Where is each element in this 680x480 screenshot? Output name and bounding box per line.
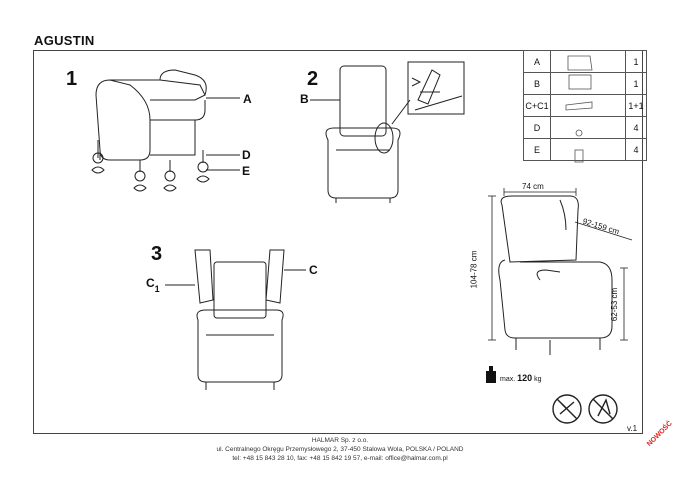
parts-row-c	[524, 95, 647, 117]
part-qty: 1	[626, 73, 647, 95]
step3-chair-illustration	[195, 250, 284, 390]
part-id: A	[524, 51, 551, 73]
step2-detail-inset	[408, 62, 464, 114]
part-id: E	[524, 139, 551, 161]
part-image	[551, 95, 626, 117]
parts-table	[523, 50, 647, 161]
part-id: C+C1	[524, 95, 551, 117]
label-c1	[146, 276, 160, 294]
label-c: C	[309, 263, 318, 277]
step1-chair-illustration	[96, 70, 206, 160]
label-c1-letter: C	[146, 276, 155, 290]
step-1-number: 1	[66, 68, 78, 90]
label-b: B	[300, 92, 309, 106]
part-image	[551, 139, 626, 161]
dimension-height: 104-78 cm	[469, 250, 479, 289]
footer-contact: tel: +48 15 843 28 10, fax: +48 15 842 19 57, e-mail: office@halmar.com.pl	[232, 455, 448, 462]
weight-icon	[486, 366, 496, 383]
footer-company: HALMAR Sp. z o.o.	[311, 437, 369, 444]
part-id: B	[524, 73, 551, 95]
max-load-prefix: max.	[500, 376, 516, 383]
dimension-width: 74 cm	[522, 182, 544, 191]
part-id: D	[524, 117, 551, 139]
max-load-value: 120	[517, 373, 533, 383]
label-c1-sub: 1	[154, 284, 160, 294]
part-image	[551, 117, 626, 139]
part-qty: 1+1	[626, 95, 647, 117]
parts-row-d	[524, 117, 647, 139]
label-a: A	[243, 92, 252, 106]
max-load-unit: kg	[534, 376, 542, 383]
footer-address: ul. Centralnego Okręgu Przemysłowego 2, 37-450 Stalowa Wola, POLSKA / POLAND	[216, 446, 464, 453]
step-2-number: 2	[307, 68, 319, 90]
part-qty: 4	[626, 139, 647, 161]
label-d: D	[242, 148, 251, 162]
part-qty: 4	[626, 117, 647, 139]
dimension-depth: 92-159 cm	[581, 216, 621, 237]
parts-row-e	[524, 139, 647, 161]
part-qty: 1	[626, 51, 647, 73]
warning-icons	[553, 395, 617, 423]
max-load	[500, 373, 542, 383]
label-e: E	[242, 164, 251, 178]
part-image	[551, 51, 626, 73]
step2-chair-illustration	[326, 66, 410, 203]
product-title: AGUSTIN	[34, 33, 95, 48]
new-badge: NOWOŚĆ	[646, 420, 674, 448]
part-image	[551, 73, 626, 95]
parts-row-b	[524, 73, 647, 95]
step-3-number: 3	[151, 243, 163, 265]
version-label: v.1	[627, 424, 638, 433]
parts-row-a	[524, 51, 647, 73]
dimension-seat-height: 62-53 cm	[610, 287, 620, 322]
